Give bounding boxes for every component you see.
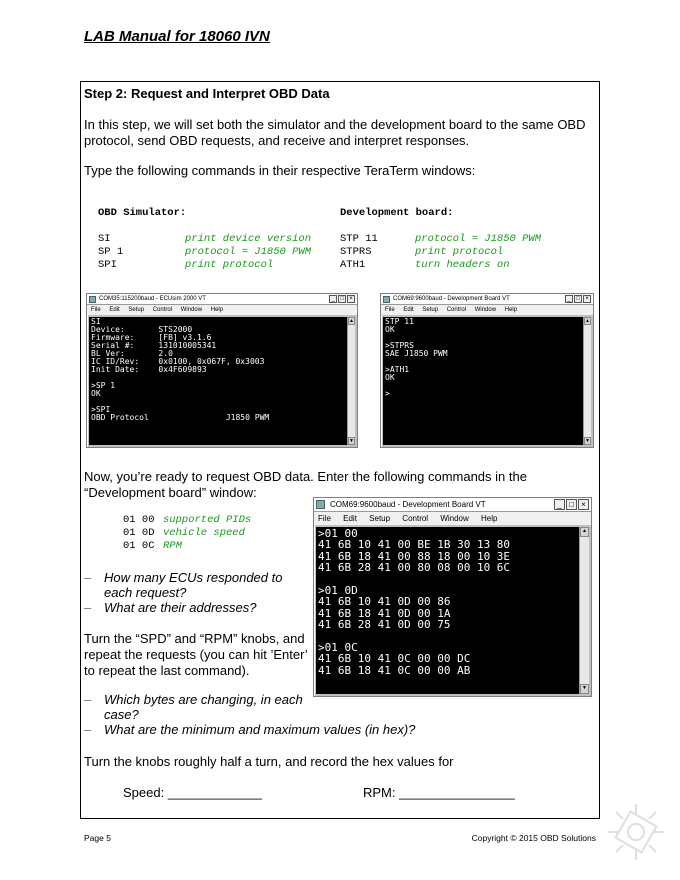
rpm-field[interactable]: RPM: ________________ <box>363 785 515 800</box>
question-item: – How many ECUs responded to each request? <box>84 570 283 600</box>
knobs-instruction: Turn the “SPD” and “RPM” knobs, and repeat the requests (you can hit ’Enter’ to repeat the last command). <box>84 631 308 678</box>
request-intro: Now, you’re ready to request OBD data. Enter the following commands in the “Development board” window: <box>84 469 527 500</box>
app-icon <box>316 500 325 509</box>
window-title: COM69:9600baud - Development Board VT <box>330 500 486 509</box>
scrollbar[interactable] <box>583 317 591 445</box>
minimize-button[interactable]: _ <box>565 295 573 303</box>
menu-control[interactable]: Control <box>402 514 429 523</box>
scroll-up-icon[interactable]: ▲ <box>580 527 589 537</box>
menu-help[interactable]: Help <box>504 307 518 313</box>
menu-edit[interactable]: Edit <box>403 307 414 313</box>
dev-cmd: STPRS <box>340 246 372 258</box>
menu-file[interactable]: File <box>318 514 331 523</box>
menu-control[interactable]: Control <box>152 307 173 313</box>
step-title: Step 2: Request and Interpret OBD Data <box>84 86 330 101</box>
window-title: COM35:115200baud - ECUsim 2000 VT <box>99 296 206 302</box>
request-cmd-desc: vehicle speed <box>163 527 245 539</box>
title-bar <box>381 294 593 305</box>
menu-file[interactable]: File <box>385 307 395 313</box>
dev-cmd-desc: turn headers on <box>415 259 510 271</box>
request-cmd-desc: RPM <box>163 540 182 552</box>
sim-cmd-desc: print device version <box>185 233 312 245</box>
type-instruction: Type the following commands in their respective TeraTerm windows: <box>84 163 476 178</box>
step-intro: In this step, we will set both the simulator and the development board to the same OBD protocol, send OBD requests, and receive and interpret responses. <box>84 117 586 148</box>
maximize-button[interactable]: □ <box>574 295 582 303</box>
devboard-terminal-window <box>380 293 594 448</box>
terminal-screen[interactable]: >01 00 41 6B 10 41 00 BE 1B 30 13 80 41 6B 18 41 00 88 18 00 10 3E 41 6B 28 41 00 80 08 00 10 6C >01 0D 41 6B 10 41 0D 00 86 41 6B 18 41 0D 00 1A 41 6B 28 41 0D 00 75 >01 0C 41 6B 10 41 0C 00 00 DC 41 6B 18 41 0C 00 00 AB <box>316 527 579 694</box>
sim-cmd: SP 1 <box>98 246 124 258</box>
menu-window[interactable]: Window <box>440 514 469 523</box>
scrollbar[interactable] <box>347 317 355 445</box>
speed-field[interactable]: Speed: _____________ <box>123 785 262 800</box>
close-button[interactable]: × <box>578 499 589 510</box>
close-button[interactable]: × <box>347 295 355 303</box>
sim-cmd: SI <box>98 233 111 245</box>
menu-setup[interactable]: Setup <box>369 514 391 523</box>
title-bar <box>314 498 591 512</box>
chip-watermark-icon <box>606 802 666 862</box>
minimize-button[interactable]: _ <box>554 499 565 510</box>
page-number: Page 5 <box>84 833 111 843</box>
question-item: – What are the minimum and maximum values (in hex)? <box>84 722 416 737</box>
window-title: COM69:9600baud - Development Board VT <box>393 296 510 302</box>
sim-cmd-desc: print protocol <box>185 259 274 271</box>
request-cmd: 01 00 <box>123 514 155 526</box>
menu-help[interactable]: Help <box>481 514 498 523</box>
terminal-screen[interactable]: SI Device: STS2000 Firmware: [FB] v3.1.6 Serial #: 131010005341 BL Ver: 2.0 IC ID/Rev: 0x0100, 0x067F, 0x3003 Init Date: 0x4F609893 >SP 1 OK >SPI OBD Protocol J1850 PWM <box>89 317 347 445</box>
question-item: – What are their addresses? <box>84 600 257 615</box>
minimize-button[interactable]: _ <box>329 295 337 303</box>
scroll-down-icon[interactable]: ▼ <box>580 684 589 694</box>
request-cmd: 01 0D <box>123 527 155 539</box>
ecusim-terminal-window <box>86 293 358 448</box>
maximize-button[interactable]: □ <box>566 499 577 510</box>
menu-edit[interactable]: Edit <box>109 307 120 313</box>
menu-edit[interactable]: Edit <box>343 514 357 523</box>
menu-bar <box>381 305 593 315</box>
terminal-screen[interactable]: STP 11 OK >STPRS SAE J1850 PWM >ATH1 OK > <box>383 317 583 445</box>
app-icon <box>383 296 390 303</box>
dash-bullet: – <box>84 570 92 585</box>
request-cmd-desc: supported PIDs <box>163 514 252 526</box>
sim-cmd-desc: protocol = J1850 PWM <box>185 246 312 258</box>
dev-cmd: STP 11 <box>340 233 378 245</box>
dev-cmd: ATH1 <box>340 259 366 271</box>
app-icon <box>89 296 96 303</box>
dev-heading: Development board: <box>340 207 454 219</box>
devboard-terminal-window-large <box>313 497 592 697</box>
menu-bar <box>87 305 357 315</box>
dev-cmd-desc: protocol = J1850 PWM <box>415 233 542 245</box>
question-item: – Which bytes are changing, in each case? <box>84 692 303 722</box>
maximize-button[interactable]: □ <box>338 295 346 303</box>
scroll-up-icon[interactable]: ▲ <box>349 318 354 324</box>
dash-bullet: – <box>84 722 92 737</box>
title-bar <box>87 294 357 305</box>
page-header-title: LAB Manual for 18060 IVN <box>84 28 270 45</box>
menu-setup[interactable]: Setup <box>128 307 145 313</box>
close-button[interactable]: × <box>583 295 591 303</box>
menu-window[interactable]: Window <box>474 307 497 313</box>
dash-bullet: – <box>84 600 92 615</box>
menu-setup[interactable]: Setup <box>422 307 439 313</box>
scroll-down-icon[interactable]: ▼ <box>349 438 354 444</box>
scroll-down-icon[interactable]: ▼ <box>585 438 590 444</box>
copyright: Copyright © 2015 OBD Solutions <box>471 833 596 843</box>
menu-control[interactable]: Control <box>446 307 467 313</box>
dash-bullet: – <box>84 692 92 707</box>
menu-bar <box>314 512 591 525</box>
scroll-up-icon[interactable]: ▲ <box>585 318 590 324</box>
record-instruction: Turn the knobs roughly half a turn, and record the hex values for <box>84 754 454 769</box>
scrollbar[interactable] <box>579 527 589 694</box>
menu-file[interactable]: File <box>91 307 101 313</box>
menu-window[interactable]: Window <box>180 307 203 313</box>
menu-help[interactable]: Help <box>210 307 224 313</box>
sim-heading: OBD Simulator: <box>98 207 187 219</box>
sim-cmd: SPI <box>98 259 117 271</box>
dev-cmd-desc: print protocol <box>415 246 504 258</box>
request-cmd: 01 0C <box>123 540 155 552</box>
